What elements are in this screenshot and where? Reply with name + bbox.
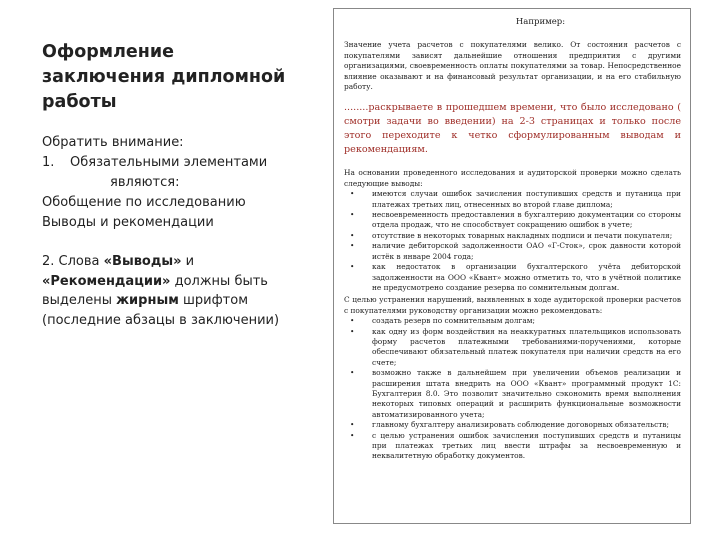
example-header: Например: — [515, 17, 566, 27]
attention-label: Обратить внимание: — [42, 135, 184, 150]
conclusions-intro: На основании проведенного исследования и аудиторской проверки можно сделать следующие выводы: — [344, 168, 681, 188]
note-text: 2. Слова — [42, 254, 104, 269]
list-item: • как одну из форм воздействия на неаккуратных плательщиков использовать форму расчетов платежными требованиями-поручениями, которые обеспечивают обязательный платеж покупателя при наличии средств на его счете; — [344, 327, 681, 369]
list-item: • как недостаток в организации бухгалтерского учёта дебиторской задолженности на ООО «Квант» можно отметить то, что в учётной политике не предусмотрено создание резерва по сомнительным долгам. — [344, 262, 681, 293]
item-text: Обязательными элементами — [70, 155, 268, 170]
item-number: 1. — [42, 155, 55, 170]
note-line-3 — [42, 291, 327, 311]
element-summary: Обобщение по исследованию — [42, 195, 246, 210]
list-item: • с целью устранения ошибок зачисления поступивших средств и путаницы при платежах третьих лиц ввести штрафы за несвоевременную и неквалитетную обработку документов. — [344, 431, 681, 462]
conclusions-list — [344, 189, 681, 293]
instruction-red: ........раскрываете в прошедшем времени, что было исследовано ( смотри задачи во введении) на 2-3 страницах и только после этого переходите к четко сформулированным выводам и рекомендациям. — [344, 102, 681, 156]
list-item: • главному бухгалтеру анализировать соблюдение договорных обязательств; — [344, 420, 681, 430]
list-item: • создать резерв по сомнительным долгам; — [344, 316, 681, 326]
note-text: и — [181, 254, 195, 269]
note-text: выделены — [42, 293, 117, 308]
recommendations-list — [344, 316, 681, 462]
list-item: • имеются случаи ошибок зачисления поступивших средств и путаница при платежах третьих лиц, отнесенных во второй главе диплома; — [344, 189, 681, 210]
bold-word-recommendations: «Рекомендации» — [42, 273, 171, 289]
note-text: должны быть — [170, 273, 268, 289]
slide-title — [42, 40, 322, 115]
element-conclusions: Выводы и рекомендации — [42, 215, 214, 230]
title-line: работы — [42, 92, 117, 112]
bold-word: жирным — [116, 293, 179, 308]
title-line: Оформление — [42, 42, 175, 62]
list-item: • возможно также в дальнейшем при увеличении объемов реализации и расширения штата внедрить на ООО «Квант» программный продукт 1С: Бухгалтерия 8.0. Это позволит значительно сэкономить время выполнения некоторых типовых операций и расширить функциональные возможности автоматизированного учета; — [344, 368, 681, 420]
note-line-2 — [42, 272, 327, 292]
note-text: шрифтом — [178, 293, 249, 308]
intro-paragraph: Значение учета расчетов с покупателями велико. От состояния расчетов с покупателями зависят дальнейшие отношения предприятия с другими организациями, своевременность оплаты покупателями за товар. Непосредственное влияние оказывают и на финансовый результат организации, и на его стабильную работу. — [344, 40, 681, 92]
bold-word-conclusions: «Выводы» — [103, 254, 182, 269]
attention-block — [42, 133, 322, 233]
note-line-4: (последние абзацы в заключении) — [42, 312, 280, 328]
example-document — [333, 8, 691, 524]
item-continuation: являются: — [110, 175, 180, 190]
title-line: заключения дипломной — [42, 67, 286, 87]
formatting-note — [42, 252, 327, 330]
note-line-1 — [42, 252, 327, 272]
list-item: • несвоевременность предоставления в бухгалтерию документации со стороны отдела продаж, что не способствует сокращению ошибок в учете; — [344, 210, 681, 231]
numbered-item-1 — [42, 153, 322, 173]
recommendations-intro: С целью устранения нарушений, выявленных в ходе аудиторской проверки расчетов с покупателями руководству организации можно рекомендовать: — [344, 295, 681, 315]
list-item: • наличие дебиторской задолженности ОАО «Г-Сток», срок давности которой истёк в январе 2004 года; — [344, 241, 681, 262]
list-item: • отсутствие в некоторых товарных накладных подписи и печати покупателя; — [344, 231, 681, 241]
